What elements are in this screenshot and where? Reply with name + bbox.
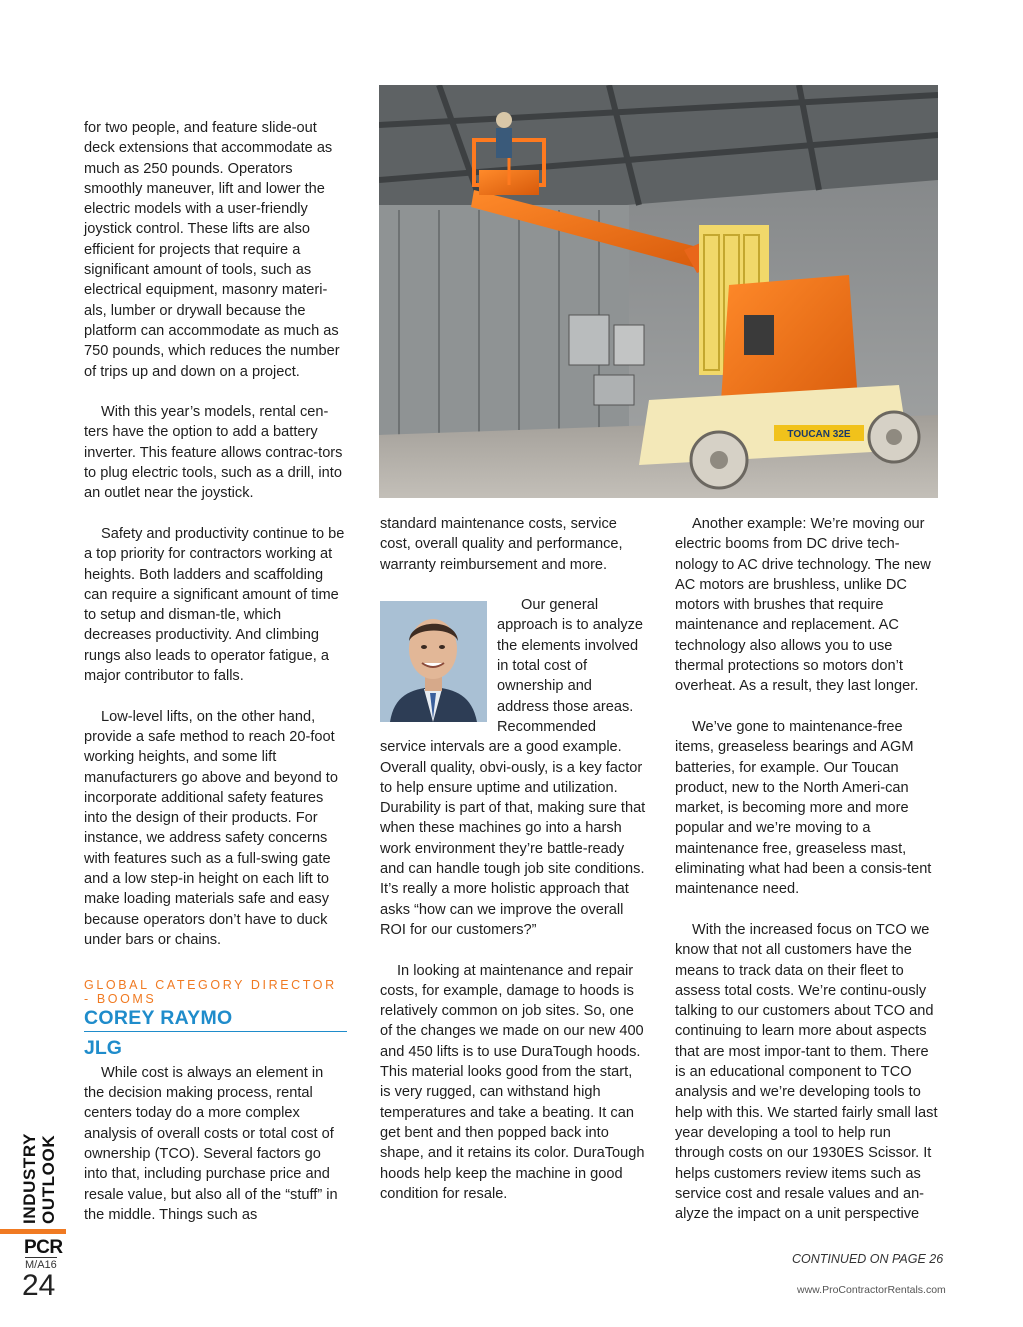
- machine-label: TOUCAN 32E: [787, 429, 851, 440]
- interviewee-company: JLG: [84, 1037, 122, 1060]
- paragraph: We’ve gone to maintenance-free items, greaseless bearings and AGM batteries, for example. Our Toucan product, new to the North Ameri-can market, is becoming more and more popular and we’re moving to a maintenance free, greaseless mast, eliminating what had been a consis-tent maintenance need.: [675, 718, 932, 898]
- boom-lift-photo: [379, 85, 938, 498]
- section-label-line2: OUTLOOK: [39, 1134, 58, 1224]
- headshot-photo: [380, 601, 487, 722]
- paragraph: While cost is always an element in the decision making process, rental centers today do a more complex analysis of overall costs or total cost of ownership (TCO). Several factors go into that, including purchase price and resale value, but also all of the “stuff” in the middle. Things such as: [84, 1064, 338, 1223]
- continued-note: CONTINUED ON PAGE 26: [792, 1252, 944, 1266]
- paragraph: Safety and productivity continue to be a top priority for contractors working at heights. Both ladders and scaffolding can require a significant amount of time to setup and disman-tle, which decreases productivity. And climbing rungs also leads to operator fatigue, a major contributor to falls.: [84, 525, 345, 685]
- paragraph: standard maintenance costs, service cost, overall quality and performance, warranty reimbursement and more.: [380, 516, 623, 573]
- article-column-2: [380, 514, 646, 1224]
- article-column-1: [84, 118, 347, 1245]
- section-label-line1: INDUSTRY: [20, 1132, 39, 1224]
- paragraph: for two people, and feature slide-out deck extensions that accommodate as much as 250 pounds. Operators smoothly maneuver, lift and lower the electric models with a user-friendly joystick control. These lifts are also efficient for projects that require a significant amount of tools, such as electrical equipment, masonry materi-als, lumber or drywall because the platform can accommodate as much as 750 pounds, which reduces the number of trips up and down on a project.: [84, 120, 340, 380]
- paragraph: Low-level lifts, on the other hand, provide a safe method to reach 20-foot working heights, and some lift manufacturers go above and beyond to incorporate additional safety features into the design of their products. For instance, we address safety concerns with features such as a full-swing gate and a low step-in height on each lift to make loading materials safe and easy because operators don’t have to duck under bars or chains.: [84, 708, 338, 948]
- website-link[interactable]: www.ProContractorRentals.com: [797, 1284, 946, 1296]
- page-number: 24: [22, 1269, 56, 1302]
- interviewee-name: COREY RAYMO: [84, 1008, 347, 1032]
- article-column-3: [675, 514, 941, 1245]
- paragraph: With the increased focus on TCO we know that not all customers have the means to track data on their fleet to assess total costs. We’re continu-ously talking to our customers about TCO and continuing to learn more about aspects that are most impor-tant to them. There is an educational component to TCO analysis and we’re developing tools to help with this. We started fairly small last year developing a tool to help run through costs on our 1930ES Scissor. It helps customers review items such as service cost and resale values and an-alyze the impact on a unit perspective: [675, 921, 938, 1223]
- paragraph: In looking at maintenance and repair costs, for example, damage to hoods is relatively common on job sites. So, one of the changes we made on our new 400 and 450 lifts is to use DuraTough hoods. This material looks good from the start, is very rugged, can withstand high temperatures and take a beating. It can get bent and then popped back into shape, and it retains its color. DuraTough hoods help keep the machine in good condition for resale.: [380, 962, 645, 1202]
- accent-bar: [0, 1229, 66, 1234]
- section-label: [20, 1124, 62, 1224]
- issue-label: M/A16: [25, 1259, 57, 1271]
- paragraph: With this year’s models, rental cen-ters have the option to add a battery inverter. This feature allows contrac-tors to plug electric tools, such as a drill, into an outlet near the joystick.: [84, 404, 343, 502]
- publication-logo: PCR: [24, 1237, 63, 1258]
- interviewee-role: GLOBAL CATEGORY DIRECTOR - BOOMS: [84, 978, 337, 1007]
- paragraph: Another example: We’re moving our electric booms from DC drive tech-nology to AC drive technology. The new AC motors are brushless, unlike DC motors with brushes that require maintenance and replacement. AC technology also allows you to use thermal protections so motors don’t overheat. As a result, they last longer.: [675, 516, 931, 695]
- paragraph-text: Our general approach is to analyze the elements involved in total cost of ownership and address those areas. Recommended service intervals are a good example. Overall quality, obvi-ously, is a key factor to help ensure uptime and utilization. Durability is part of that, making sure that when these machines go into a harsh work environment they’re battle-ready and can handle tough job site conditions. It’s really a more holistic approach that asks “how can we improve the overall ROI for our customers?”: [380, 597, 646, 938]
